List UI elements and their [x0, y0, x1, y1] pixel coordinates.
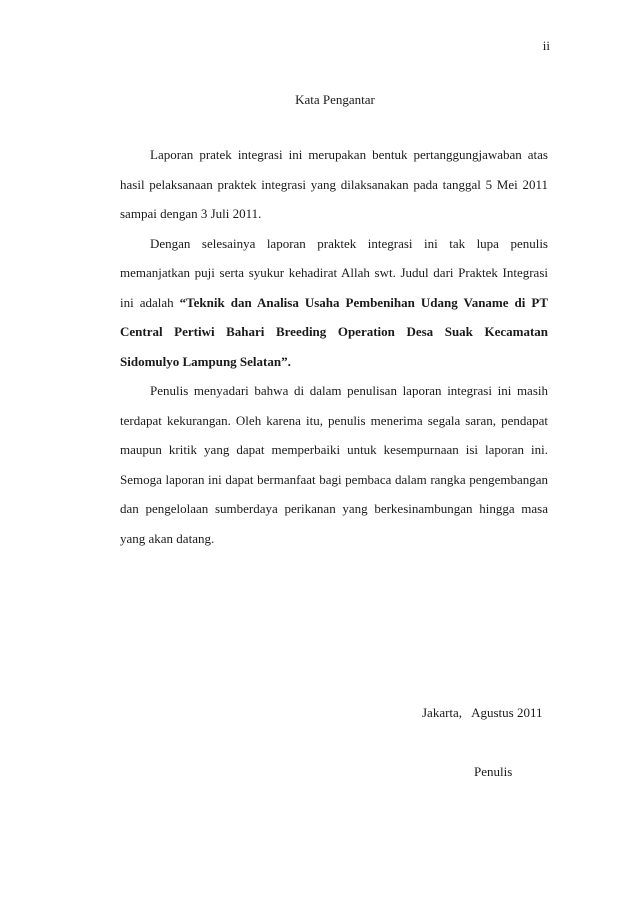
paragraph-1: Laporan pratek integrasi ini merupakan bentuk pertanggungjawaban atas hasil pelaksanaan praktek integrasi yang dilaksanakan pada tanggal 5 Mei 2011 sampai dengan 3 Juli 2011.	[120, 147, 548, 221]
paragraph-3: Penulis menyadari bahwa di dalam penulisan laporan integrasi ini masih terdapat kekurangan. Oleh karena itu, penulis menerima segala saran, pendapat maupun kritik yang dapat memperbaiki untuk kesempurnaan isi laporan ini. Semoga laporan ini dapat bermanfaat bagi pembaca dalam rangka pengembangan dan pengelolaan sumberdaya perikanan yang berkesinambungan hingga masa yang akan datang.	[120, 383, 548, 546]
report-title-bold: “Teknik dan Analisa Usaha Pembenihan Udang Vaname di PT Central Pertiwi Bahari Breeding Operation Desa Suak Kecamatan Sidomulyo Lampung Selatan”.	[120, 294, 548, 369]
paragraph-2-text: Dengan selesainya laporan praktek integrasi ini tak lupa penulis memanjatkan puji serta syukur kehadirat Allah swt. Judul dari Praktek Integrasi ini adalah	[120, 235, 548, 310]
paragraph-2	[120, 229, 548, 377]
place-date: Jakarta, Agustus 2011	[422, 705, 543, 720]
page-title: Kata Pengantar	[295, 92, 375, 107]
body-text	[120, 140, 548, 553]
page-number: ii	[542, 38, 550, 53]
author-signature: Penulis	[474, 764, 513, 779]
